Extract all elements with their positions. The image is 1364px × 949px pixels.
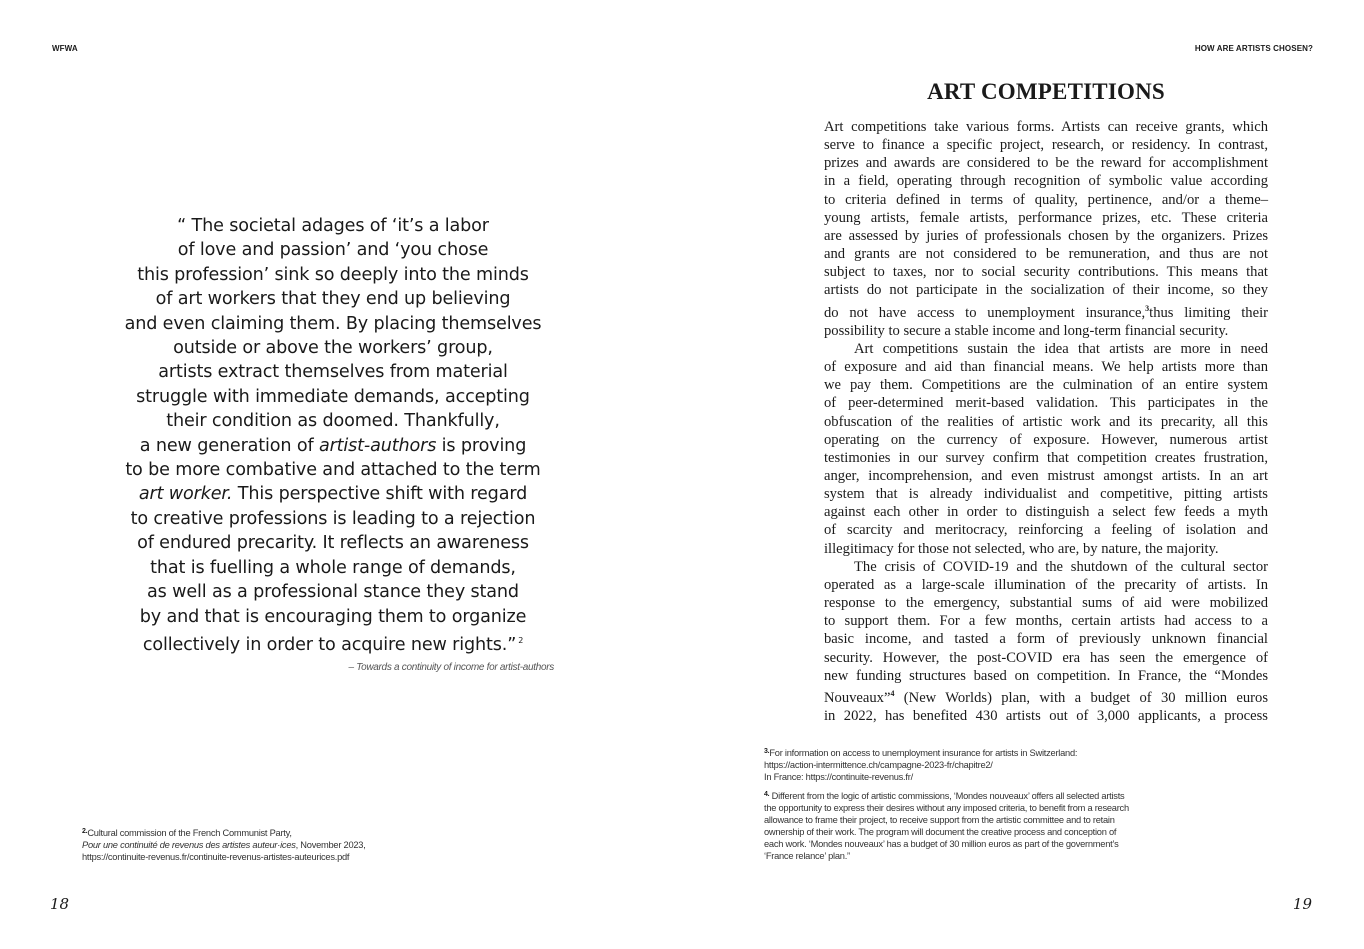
body-line: anger, incomprehension, and even mistrust amongst artists. In an art [824, 467, 1268, 484]
running-head-left: WFWA [52, 44, 78, 53]
body-line: against each other in order to distinguish a select few feeds a myth [824, 504, 1268, 521]
quote-line: struggle with immediate demands, accepting [136, 386, 530, 407]
quote-text: This perspective shift with regard [232, 484, 528, 505]
quote-line: artists extract themselves from material [158, 362, 508, 383]
footnote-number: 4. [764, 791, 770, 798]
body-line: are assessed by juries of professionals chosen by the organizers. Prizes [824, 227, 1268, 244]
quote-text: collectively in order to acquire new rights.” [142, 634, 517, 655]
quote-line: to creative professions is leading to a rejection [130, 508, 536, 529]
body-line: in 2022, has benefited 430 artists out of 3,000 applicants, a process [824, 708, 1268, 724]
footnote-line: ‘France relance’ plan.” [764, 851, 850, 861]
body-line: we pay them. Competitions are the culmination of an entire system [824, 377, 1268, 394]
body-line: The crisis of COVID-19 and the shutdown of the cultural sector [854, 558, 1268, 575]
quote-emphasis: art worker. [138, 484, 233, 505]
quote-line: that is fuelling a whole range of demands, [150, 557, 516, 578]
footnote-link[interactable]: https://continuite-revenus.fr/continuite-revenus-artistes-auteurices.pdf [82, 852, 350, 862]
body-line: basic income, and tasted a form of previously unknown financial [824, 631, 1268, 648]
footnote-line [764, 789, 1129, 802]
quote-line: their condition as doomed. Thankfully, [166, 411, 500, 432]
body-text [824, 118, 1268, 725]
page-number-left: 18 [50, 895, 70, 913]
body-line: of exposure and aid than financial means. We help artists more than [824, 359, 1268, 376]
body-line: new funding structures based on competition. In France, the “Mondes [824, 667, 1268, 684]
body-line: operating on the currency of exposure. However, numerous artist [824, 431, 1268, 448]
body-line: subject to taxes, nor to social security contributions. This means that [824, 264, 1268, 281]
body-line: to support them. For a few months, certain artists had access to a [824, 613, 1268, 630]
quote-line: to be more combative and attached to the term [125, 460, 541, 481]
body-text-span: (New Worlds) plan, with a budget of 30 million euros [894, 689, 1268, 706]
body-line: serve to finance a specific project, research, or residency. In contrast, [824, 137, 1268, 154]
body-text-span: Nouveaux” [824, 689, 891, 706]
footnote-link[interactable]: In France: https://continuite-revenus.fr/ [764, 772, 913, 782]
quote-line: “ The societal adages of ‘it’s a labor [177, 216, 489, 236]
body-line: obfuscation of the realities of artistic work and its precarity, all this [824, 413, 1268, 430]
quote-text: is proving [436, 435, 527, 456]
footnote-link[interactable]: https://action-intermittence.ch/campagne-2023-fr/chapitre2/ [764, 760, 993, 770]
footnote-line: allowance to frame their project, to receive support from the artistic committee and to retain [764, 815, 1115, 825]
body-line: to criteria defined in terms of quality, pertinence, and/or a theme– [824, 191, 1268, 208]
body-line: prizes and awards are considered to be the reward for accomplishment [824, 155, 1268, 172]
footnote-line [82, 826, 366, 839]
body-line: system that is already individualist and competitive, pitting artists [824, 486, 1268, 503]
quote-line [104, 434, 562, 458]
body-line: young artists, female artists, performance prizes, etc. These criteria [824, 209, 1268, 226]
pull-quote [104, 214, 562, 657]
body-text-span: thus limiting their [1149, 304, 1268, 321]
quote-attribution: – Towards a continuity of income for artist-authors [348, 662, 554, 673]
footnote-line: ownership of their work. The program will document the creative process and conception of [764, 827, 1117, 837]
body-line: possibility to secure a stable income and long-term financial security. [824, 322, 1229, 339]
footnote-4 [764, 789, 1129, 862]
footnote-line: each work. ‘Mondes nouveaux’ has a budget of 30 million euros as part of the government’s [764, 839, 1119, 849]
quote-text: a new generation of [139, 435, 319, 456]
section-title: ART COMPETITIONS [927, 79, 1165, 104]
body-line [824, 300, 1268, 322]
right-page [682, 0, 1364, 949]
body-line: security. However, the post-COVID era has seen the emergence of [824, 649, 1268, 666]
body-line: response to the emergency, substantial sums of aid were mobilized [824, 595, 1268, 612]
quote-line [104, 482, 562, 506]
quote-line: outside or above the workers’ group, [173, 338, 493, 359]
body-text-span: do not have access to unemployment insurance, [824, 304, 1146, 321]
footnote-ref-3[interactable]: 3 [1145, 303, 1150, 313]
page-number-right: 19 [1292, 895, 1312, 913]
footnote-number: 3. [764, 748, 770, 755]
body-line: of peer-determined merit-based validation. This participates in the [824, 395, 1268, 412]
body-line: and grants are not considered to be remuneration, and thus are not [824, 246, 1268, 263]
body-line: testimonies in our survey confirm that competition creates frustration, [824, 449, 1268, 466]
footnote-2 [82, 826, 366, 863]
footnote-number: 2. [82, 828, 88, 835]
running-head-right: HOW ARE ARTISTS CHOSEN? [1194, 44, 1313, 53]
quote-line: this profession’ sink so deeply into the minds [137, 264, 529, 285]
body-line: Art competitions take various forms. Artists can receive grants, which [824, 119, 1268, 135]
body-line: artists do not participate in the socialization of their income, so they [824, 282, 1268, 299]
footnote-text: , November 2023, [295, 840, 366, 850]
quote-line: of art workers that they end up believing [155, 289, 511, 310]
body-line: Art competitions sustain the idea that artists are more in need [854, 340, 1268, 357]
quote-line: as well as a professional stance they stand [147, 582, 519, 603]
quote-line: of love and passion’ and ‘you chose [177, 240, 489, 261]
quote-emphasis: artist-authors [318, 435, 437, 456]
body-line: operated as a large-scale illumination of the precarity of artists. In [824, 576, 1268, 593]
footnote-line: the opportunity to express their desires without any imposed criteria, to benefit from a research [764, 803, 1129, 813]
body-line: in a field, operating through recognition of symbolic value according [824, 173, 1268, 190]
footnote-text: For information on access to unemployment insurance for artists in Switzerland: [769, 748, 1078, 758]
footnote-line [82, 839, 366, 851]
body-line [824, 685, 1268, 707]
footnote-text: Different from the logic of artistic commissions, ‘Mondes nouveaux’ offers all selected artists [769, 791, 1125, 801]
footnote-ref-4[interactable]: 4 [890, 688, 895, 698]
quote-line: of endured precarity. It reflects an awareness [137, 533, 529, 554]
quote-line: and even claiming them. By placing themselves [124, 313, 542, 334]
footnote-3 [764, 746, 1077, 783]
footnote-text: Cultural commission of the French Communist Party, [87, 828, 292, 838]
footnote-ref-2[interactable]: 2 [518, 635, 524, 645]
quote-line: by and that is encouraging them to organize [139, 606, 527, 627]
body-line: of scarcity and meritocracy, reinforcing a feeling of isolation and [824, 522, 1268, 539]
body-line: illegitimacy for those not selected, who are, by nature, the majority. [824, 540, 1219, 557]
quote-line [104, 629, 562, 657]
footnote-line [764, 746, 1077, 759]
footnote-title: Pour une continuité de revenus des artistes auteur·ices [82, 840, 296, 850]
